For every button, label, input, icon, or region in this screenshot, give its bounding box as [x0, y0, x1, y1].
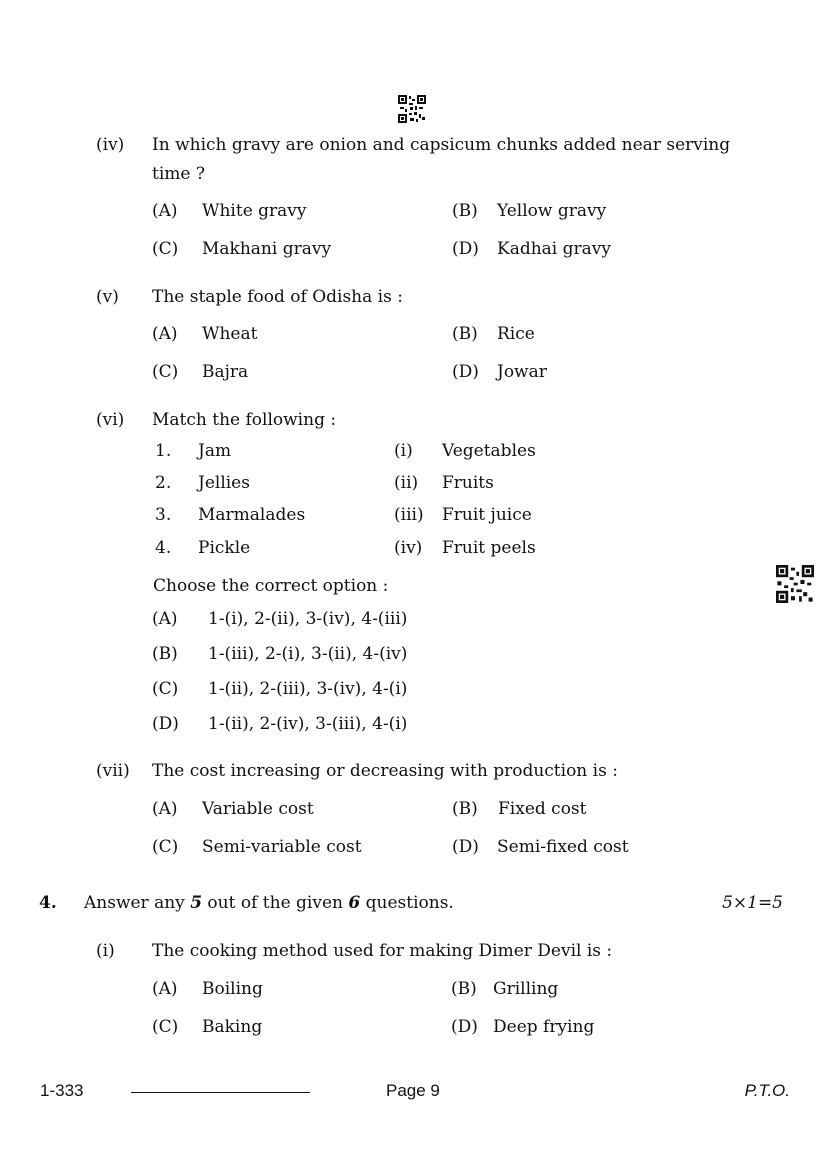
match-left-number: 1.: [155, 441, 172, 461]
option-text: Kadhai gravy: [497, 239, 611, 259]
match-right-number: (i): [394, 441, 413, 461]
pto-label: P.T.O.: [744, 1081, 790, 1100]
option-text: Jowar: [497, 362, 547, 382]
option-label: (D): [452, 837, 479, 857]
match-left-item: Jellies: [198, 473, 250, 493]
question-text: The cost increasing or decreasing with production is :: [152, 761, 618, 781]
question-text-continued: time ?: [152, 164, 205, 184]
option-label: (A): [152, 799, 178, 819]
match-right-number: (iv): [394, 538, 423, 558]
question-number: (iv): [96, 135, 125, 155]
option-text: Yellow gravy: [497, 201, 607, 221]
footer-divider: [131, 1092, 310, 1093]
option-text: White gravy: [202, 201, 307, 221]
option-text: 1-(iii), 2-(i), 3-(ii), 4-(iv): [208, 644, 408, 664]
choose-instruction: Choose the correct option :: [153, 576, 389, 596]
main-question-number: 4.: [39, 893, 57, 913]
page-number: Page 9: [386, 1081, 440, 1100]
option-text: 1-(ii), 2-(iii), 3-(iv), 4-(i): [208, 679, 408, 699]
side-qr-code-icon: [776, 565, 814, 603]
option-text: Bajra: [202, 362, 249, 382]
option-text: Grilling: [493, 979, 559, 999]
question-text: Match the following :: [152, 410, 337, 430]
option-text: Fixed cost: [498, 799, 587, 819]
option-label: (D): [452, 362, 479, 382]
option-text: 1-(i), 2-(ii), 3-(iv), 4-(iii): [208, 609, 408, 629]
question-number: (vi): [96, 410, 125, 430]
question-number: (v): [96, 287, 119, 307]
option-label: (C): [152, 837, 179, 857]
top-qr-code-icon: [398, 95, 426, 123]
option-text: Makhani gravy: [202, 239, 332, 259]
option-text: Boiling: [202, 979, 263, 999]
option-text: 1-(ii), 2-(iv), 3-(iii), 4-(i): [208, 714, 408, 734]
match-left-item: Marmalades: [198, 505, 306, 525]
option-label: (A): [152, 201, 178, 221]
match-left-number: 2.: [155, 473, 172, 493]
option-label: (D): [452, 239, 479, 259]
option-text: Deep frying: [493, 1017, 595, 1037]
match-right-item: Fruits: [442, 473, 494, 493]
question-text: The cooking method used for making Dimer Devil is :: [152, 941, 613, 961]
option-label: (B): [451, 979, 477, 999]
option-label: (A): [152, 609, 178, 629]
question-text: The staple food of Odisha is :: [152, 287, 403, 307]
option-label: (B): [452, 799, 478, 819]
option-label: (C): [152, 362, 179, 382]
match-right-item: Fruit peels: [442, 538, 536, 558]
match-right-number: (iii): [394, 505, 424, 525]
option-text: Semi-fixed cost: [497, 837, 629, 857]
question-text: In which gravy are onion and capsicum chunks added near serving: [152, 135, 731, 155]
match-left-number: 3.: [155, 505, 172, 525]
main-question-text: Answer any 5 out of the given 6 questions.: [84, 893, 454, 913]
option-text: Semi-variable cost: [202, 837, 362, 857]
option-label: (B): [452, 201, 478, 221]
option-label: (C): [152, 1017, 179, 1037]
match-right-item: Vegetables: [442, 441, 536, 461]
option-text: Variable cost: [202, 799, 314, 819]
option-text: Baking: [202, 1017, 263, 1037]
option-label: (A): [152, 979, 178, 999]
option-label: (B): [452, 324, 478, 344]
question-number: (i): [96, 941, 115, 961]
option-text: Wheat: [202, 324, 258, 344]
match-right-number: (ii): [394, 473, 419, 493]
option-text: Rice: [497, 324, 535, 344]
option-label: (C): [152, 679, 179, 699]
option-label: (C): [152, 239, 179, 259]
match-left-item: Pickle: [198, 538, 251, 558]
paper-code: 1-333: [40, 1081, 84, 1100]
question-number: (vii): [96, 761, 130, 781]
option-label: (D): [451, 1017, 478, 1037]
marks-allocation: 5×1=5: [722, 893, 783, 913]
match-left-item: Jam: [198, 441, 232, 461]
option-label: (A): [152, 324, 178, 344]
match-right-item: Fruit juice: [442, 505, 532, 525]
option-label: (B): [152, 644, 178, 664]
match-left-number: 4.: [155, 538, 172, 558]
option-label: (D): [152, 714, 179, 734]
